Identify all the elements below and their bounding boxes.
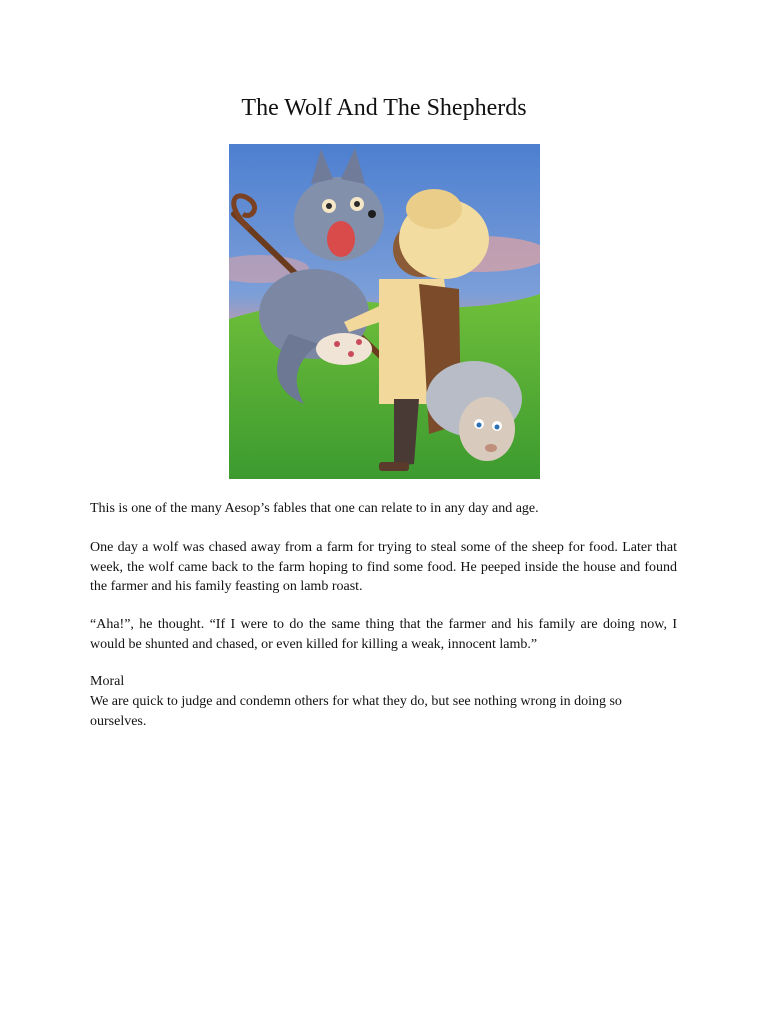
intro-paragraph: This is one of the many Aesop’s fables that one can relate to in any day and age. bbox=[90, 501, 539, 516]
wolf-nose bbox=[368, 210, 376, 218]
wolf-pupil bbox=[326, 203, 332, 209]
fable-illustration bbox=[229, 144, 540, 479]
wolf-pupil bbox=[354, 201, 360, 207]
sheep-pupil bbox=[495, 425, 500, 430]
moral-text: We are quick to judge and condemn others for what they do, but see nothing wrong in doing so ourselves. bbox=[90, 694, 622, 729]
sheep-face bbox=[459, 397, 515, 461]
sheep-pupil bbox=[477, 423, 482, 428]
shepherd-hat-crown bbox=[406, 189, 462, 229]
shepherd-shoe bbox=[379, 462, 409, 471]
wolf-pants bbox=[316, 333, 372, 365]
illustration-canvas bbox=[229, 144, 540, 479]
document-title: The Wolf And The Shepherds bbox=[241, 95, 527, 121]
sheep-nose bbox=[485, 444, 497, 452]
pants-spot bbox=[334, 341, 340, 347]
pants-spot bbox=[348, 351, 354, 357]
wolf-mouth bbox=[327, 221, 355, 257]
quote-paragraph: “Aha!”, he thought. “If I were to do the same thing that the farmer and his family are doing now, I would be shunted and chased, or even killed for killing a weak, innocent lamb.” bbox=[90, 617, 677, 652]
story-paragraph: One day a wolf was chased away from a farm for trying to steal some of the sheep for food. Later that week, the wolf came back to the farm hoping to find some food. He peeped inside the house and found the farmer and his family feasting on lamb roast. bbox=[90, 540, 677, 594]
moral-heading: Moral bbox=[90, 674, 125, 689]
pants-spot bbox=[356, 339, 362, 345]
